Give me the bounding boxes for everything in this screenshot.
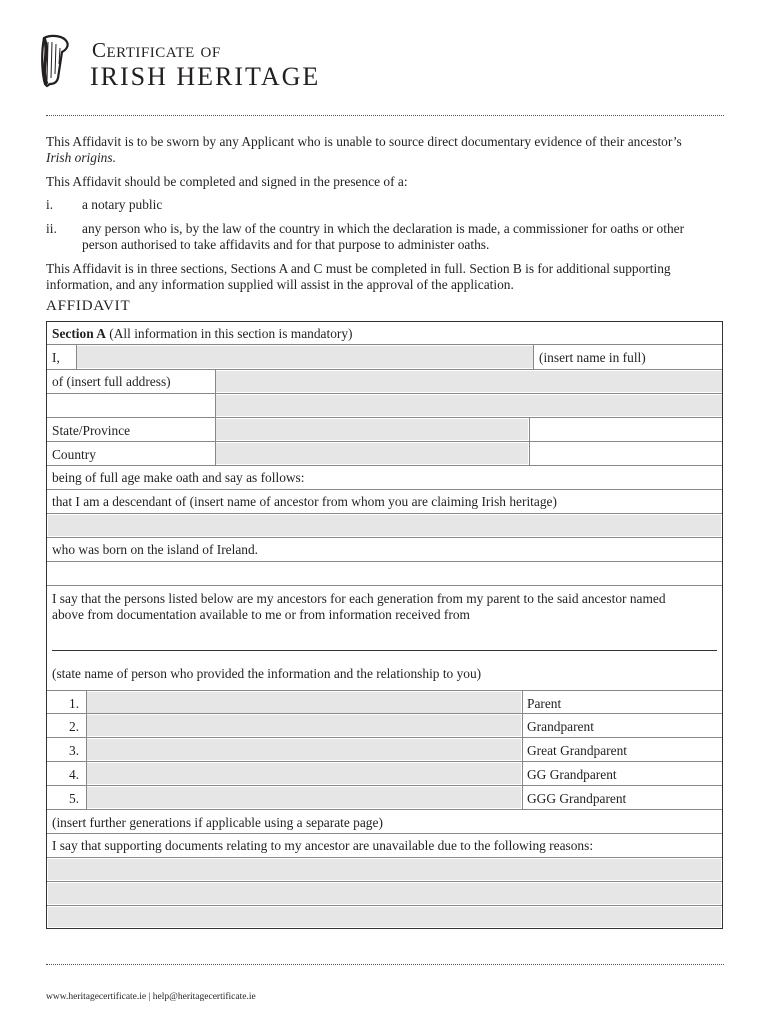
intro-paragraph-1: This Affidavit is to be sworn by any Applicant who is unable to source direct documentary evidence of their ancestor’s Irish origins. [46, 134, 682, 165]
logo-title-line1: Certificate of [92, 38, 221, 62]
section-a-form [46, 321, 723, 929]
name-hint: (insert name in full) [539, 350, 646, 365]
generation-number: 5. [69, 791, 80, 806]
generation-row [47, 738, 722, 762]
country-input[interactable] [216, 443, 528, 464]
state-row [47, 418, 722, 442]
generation-relation: Parent [527, 696, 562, 711]
generation-name-input[interactable] [87, 739, 521, 760]
generation-row [47, 714, 722, 738]
reasons-row [47, 906, 722, 928]
full-name-input[interactable] [77, 346, 533, 368]
further-text: (insert further generations if applicable using a separate page) [52, 815, 383, 830]
bottom-divider [46, 964, 724, 965]
address-row-2 [47, 394, 722, 418]
reasons-input-line[interactable] [48, 883, 721, 904]
full-age-text: being of full age make oath and say as follows: [52, 470, 305, 485]
born-row [47, 538, 722, 562]
list-item-marker-1: i. [46, 197, 54, 212]
ancestor-name-row [47, 514, 722, 538]
logo-title-line2: IRISH HERITAGE [90, 62, 321, 91]
unavailable-text: I say that supporting documents relating to my ancestor are unavailable due to the following reasons: [52, 838, 594, 853]
affidavit-heading: AFFIDAVIT [46, 298, 131, 314]
generation-relation: Grandparent [527, 719, 594, 734]
full-age-row [47, 466, 722, 490]
descendant-text: that I am a descendant of (insert name of ancestor from whom you are claiming Irish heritage) [52, 494, 557, 509]
generation-number: 1. [69, 696, 80, 711]
country-row [47, 442, 722, 466]
harp-icon [38, 34, 70, 88]
address-label: of (insert full address) [52, 374, 171, 389]
ancestor-source-block [47, 586, 722, 691]
list-item-text-1: a notary public [82, 197, 163, 212]
intro-paragraph-3: This Affidavit is in three sections, Sections A and C must be completed in full. Section B is for additional supporting information, and any information supplied will assist in the approval of the application. [46, 261, 671, 292]
state-label: State/Province [52, 423, 131, 438]
generation-name-input[interactable] [87, 715, 521, 736]
i-label: I, [52, 350, 60, 365]
footer-contact: www.heritagecertificate.ie | help@heritagecertificate.ie [46, 992, 256, 1002]
generation-relation: Great Grandparent [527, 743, 628, 758]
reasons-row [47, 858, 722, 882]
generation-row [47, 690, 722, 714]
state-name-text: (state name of person who provided the information and the relationship to you) [52, 666, 482, 681]
generation-number: 2. [69, 719, 80, 734]
generation-relation: GGG Grandparent [527, 791, 627, 806]
list-item-text-2: any person who is, by the law of the country in which the declaration is made, a commissioner for oaths or other person authorised to take affidavits and for that purpose to administer oaths. [82, 221, 685, 252]
list-item-marker-2: ii. [46, 221, 57, 236]
further-row [47, 810, 722, 834]
name-row [47, 345, 722, 370]
unavailable-row [47, 834, 722, 858]
reasons-input-line[interactable] [48, 859, 721, 880]
address-input-line-1[interactable] [216, 371, 722, 392]
say-text: I say that the persons listed below are my ancestors for each generation from my parent to the said ancestor named above from documentation available to me or from information received from [52, 591, 666, 622]
born-text: who was born on the island of Ireland. [52, 542, 259, 557]
generation-name-input[interactable] [87, 692, 521, 713]
descendant-row [47, 490, 722, 514]
generation-relation: GG Grandparent [527, 767, 617, 782]
address-input-line-2[interactable] [216, 395, 722, 416]
section-a-heading: Section A (All information in this section is mandatory) [52, 326, 353, 341]
country-label: Country [52, 447, 96, 462]
top-divider [46, 115, 724, 116]
state-input[interactable] [216, 419, 528, 440]
generation-row [47, 786, 722, 810]
address-row-1 [47, 370, 722, 394]
generation-name-input[interactable] [87, 787, 521, 808]
generation-name-input[interactable] [87, 763, 521, 784]
generation-row [47, 762, 722, 786]
generation-number: 4. [69, 767, 80, 782]
reasons-input-line[interactable] [48, 907, 721, 927]
generation-number: 3. [69, 743, 80, 758]
blank-row [47, 562, 722, 586]
ancestor-name-input[interactable] [48, 515, 721, 536]
source-person-line[interactable] [52, 650, 717, 651]
section-a-heading-row [47, 322, 722, 345]
reasons-row [47, 882, 722, 906]
intro-paragraph-2: This Affidavit should be completed and signed in the presence of a: [46, 174, 408, 189]
